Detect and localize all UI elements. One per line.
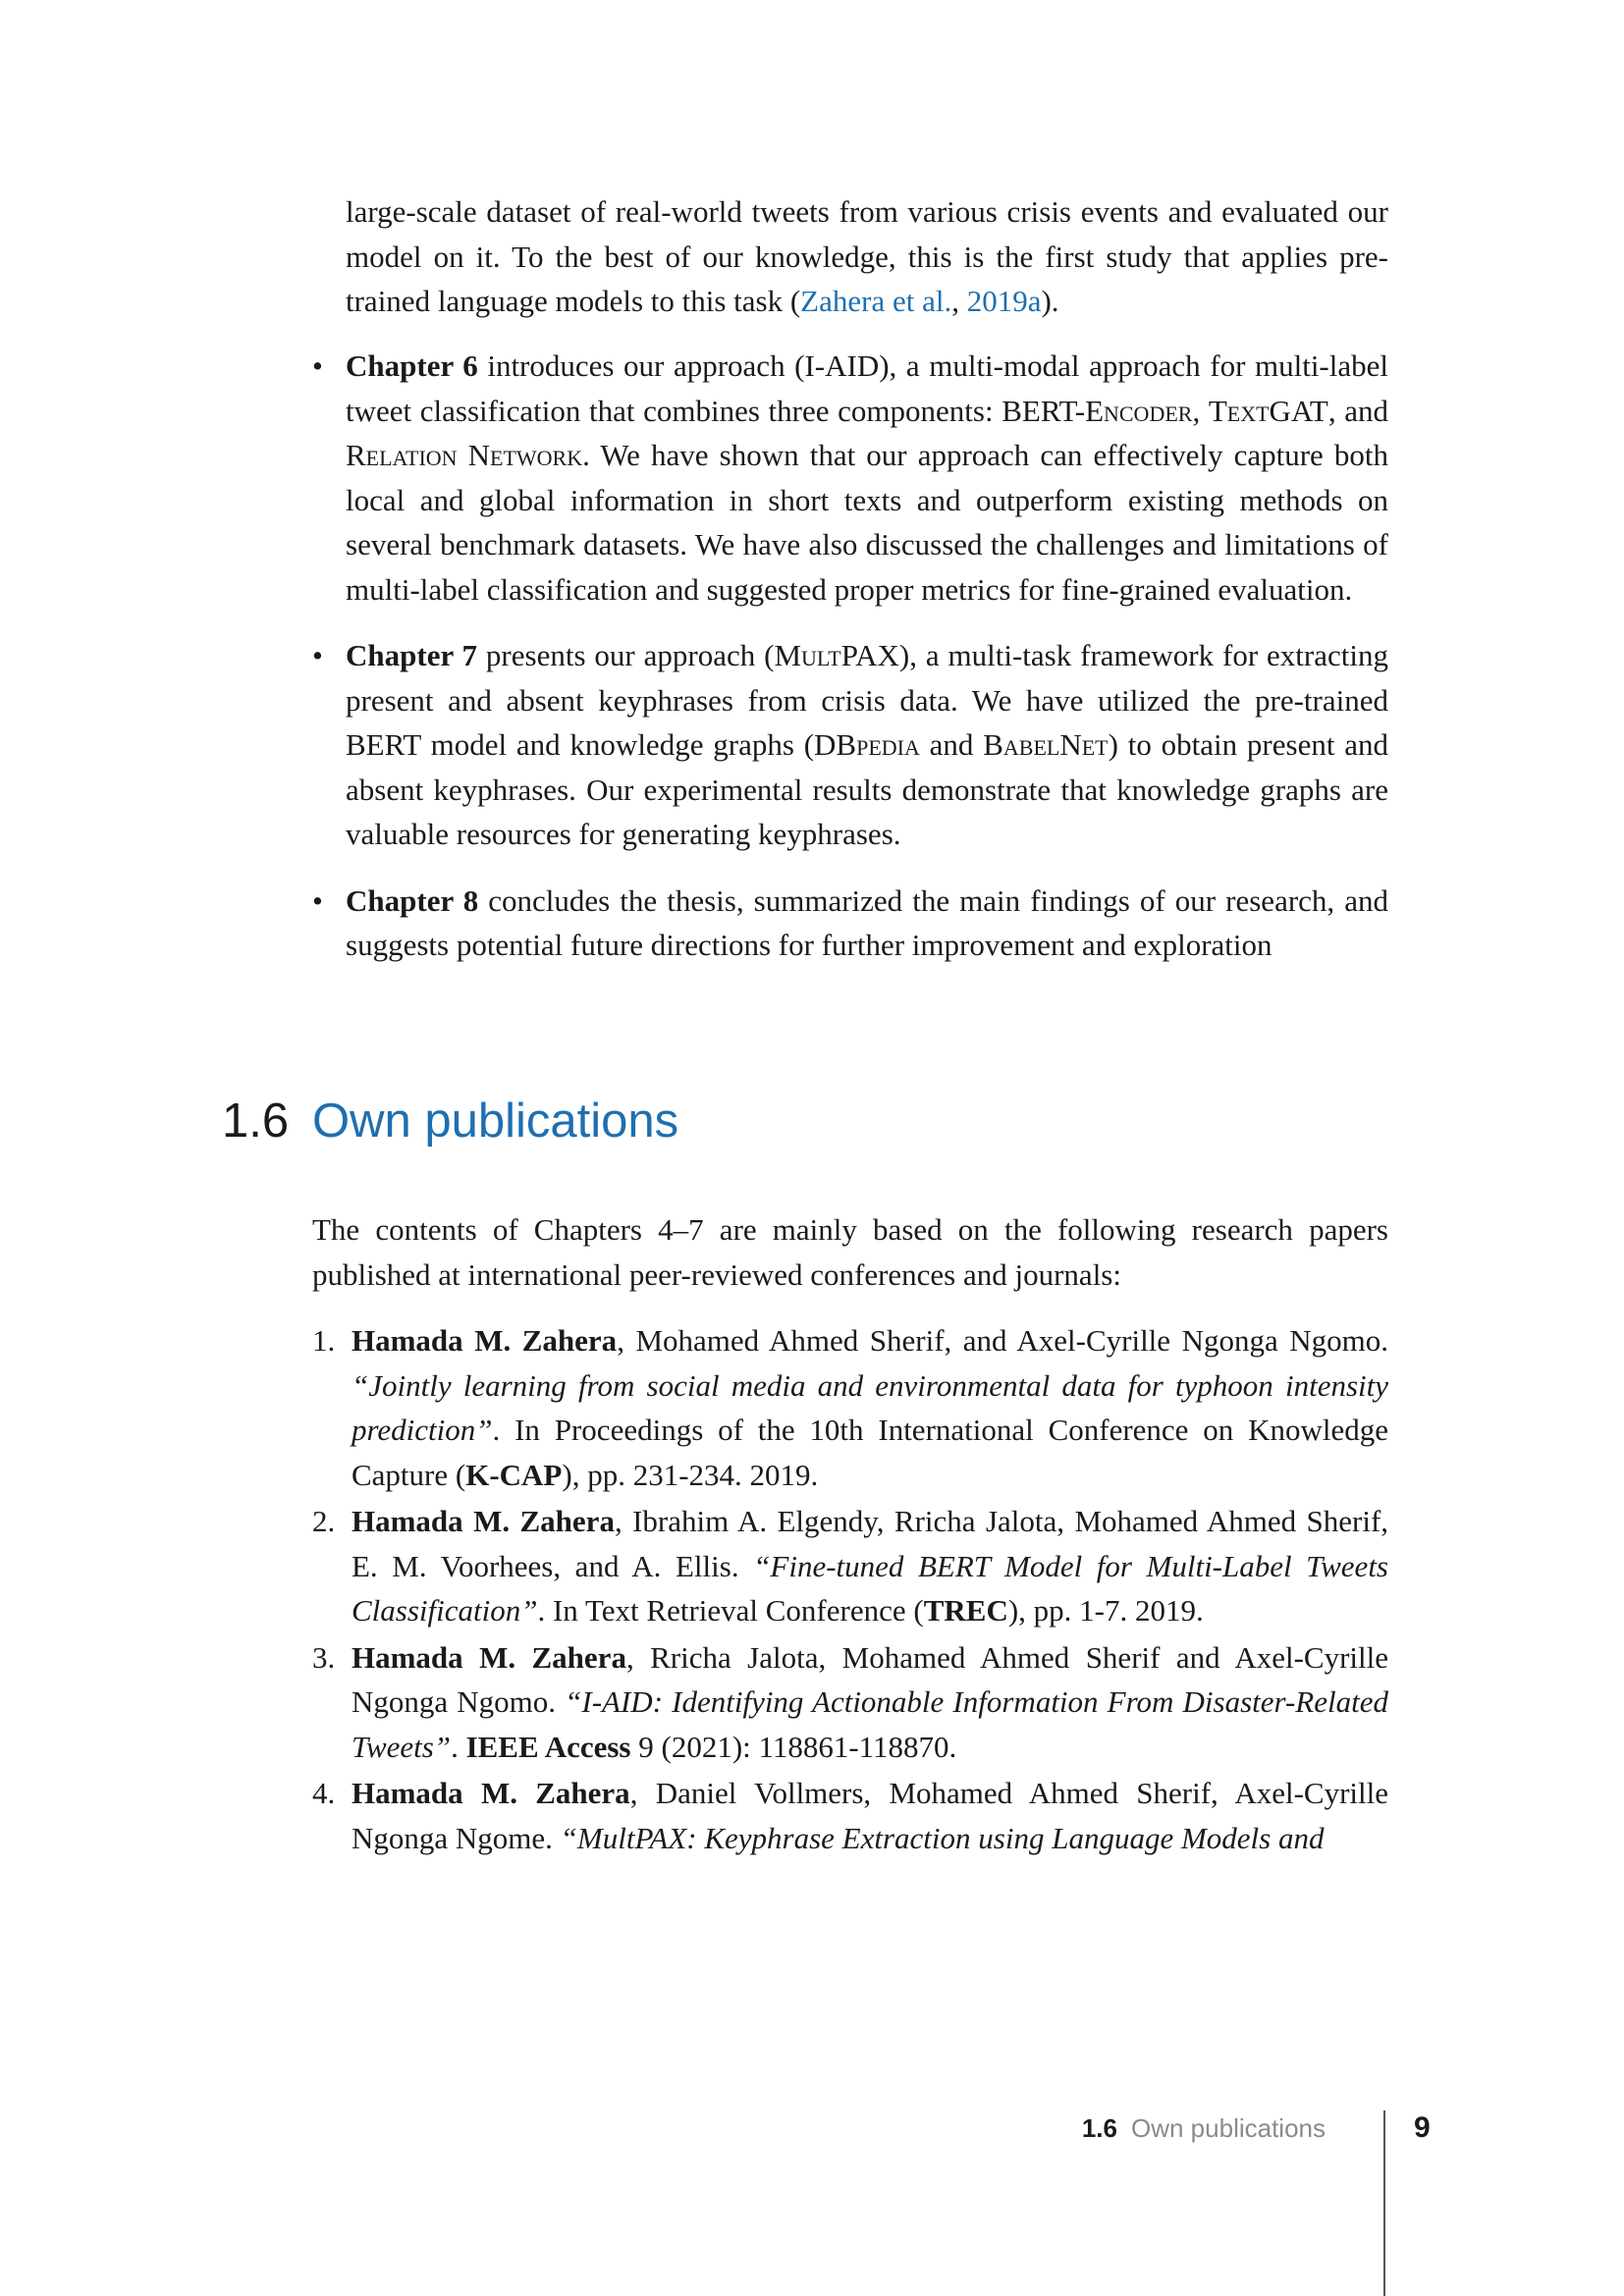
publication-venue-details: 9 (2021): 118861-118870. [630, 1729, 957, 1764]
babelnet-name: BabelNet [983, 727, 1109, 762]
publication-venue: . In Proceedings of the 10th International Conference on Knowledge Capture ( [352, 1413, 1388, 1492]
citation-separator: , [951, 284, 967, 318]
chapter-6-label: Chapter 6 [346, 348, 478, 383]
footer-section-number: 1.6 [1081, 2113, 1117, 2143]
chapter-6-text: , [1192, 393, 1209, 428]
chapter-6-text: introduces our approach (I-AID), a multi-modal approach for multi-label tweet classification that combines three components: BERT- [346, 348, 1389, 428]
section-number: 1.6 [222, 1095, 290, 1148]
chapter-7-text: presents our approach ( [477, 638, 775, 672]
chapter-7-text: and [919, 727, 984, 762]
relation-network-name: Relation Network [346, 438, 583, 472]
chapter-8-label: Chapter 8 [346, 882, 479, 918]
publication-venue: . In Text Retrieval Conference ( [537, 1593, 924, 1628]
running-footer-section [1082, 2109, 1326, 2148]
bullet-icon: • [312, 882, 323, 918]
publication-title: “Jointly learning from social media and environmental data for typhoon intensity prediction” [352, 1367, 1388, 1447]
citation-year-link[interactable]: 2019a [966, 284, 1042, 318]
publication-venue: . [451, 1729, 466, 1764]
footer-section-title: Own publications [1131, 2113, 1326, 2143]
publication-venue-details: ), pp. 1-7. 2019. [1007, 1593, 1204, 1628]
footer-vertical-rule [1383, 2110, 1385, 2296]
bullet-chapter-6 [312, 344, 1388, 612]
bullet-chapter-7 [312, 633, 1388, 857]
publication-title: “I-AID: Identifying Actionable Information From Disaster-Related Tweets” [352, 1684, 1388, 1764]
publication-number: 3. [312, 1639, 336, 1675]
chapter-7-text: ) to obtain present and absent keyphrases. Our experimental results demonstrate that knowledge graphs are valuable resources for generating keyphrases. [346, 727, 1388, 851]
publication-coauthors: , Rricha Jalota, Mohamed Ahmed Sherif and Axel-Cyrille Ngonga Ngomo. [352, 1639, 1389, 1719]
publication-author: Hamada M. Zahera [352, 1639, 626, 1675]
publication-item [312, 1499, 1388, 1633]
bullet-icon: • [312, 638, 323, 672]
page-number: 9 [1414, 2111, 1431, 2144]
publication-coauthors: , Daniel Vollmers, Mohamed Ahmed Sherif, Axel-Cyrille Ngonga Ngome. [352, 1776, 1389, 1855]
intro-text-before-cite: large-scale dataset of real-world tweets from various crisis events and evaluated our model on it. To the best of our knowledge, this is the first study that applies pre-trained language models to this task ( [346, 194, 1388, 318]
chapter-6-text: , and [1327, 393, 1388, 428]
intro-paragraph-continuation [346, 189, 1388, 324]
publication-author: Hamada M. Zahera [352, 1776, 630, 1810]
multpax-name: MultPAX [774, 638, 899, 672]
publication-venue-details: ), pp. 231-234. 2019. [562, 1457, 819, 1492]
chapter-6-text: . We have shown that our approach can effectively capture both local and global information in short texts and outperform existing methods on several benchmark datasets. We have also discussed the challenges and limitations of multi-label classification and suggested proper metrics for fine-grained evaluation. [346, 438, 1388, 607]
publication-venue-acronym: K-CAP [465, 1457, 563, 1492]
publication-coauthors: , Mohamed Ahmed Sherif, and Axel-Cyrille Ngonga Ngomo. [617, 1323, 1388, 1358]
section-intro-paragraph: The contents of Chapters 4–7 are mainly based on the following research papers published at international peer-reviewed conferences and journals: [312, 1212, 1388, 1292]
textgat-name: TextGAT [1208, 393, 1328, 428]
publication-venue-acronym: IEEE Access [465, 1729, 631, 1764]
chapter-7-text: ), a multi-task framework for extracting present and absent keyphrases from crisis data. We have utilized the pre-trained BERT model and knowledge graphs ( [346, 638, 1388, 762]
chapter-summary-list [312, 344, 1388, 989]
publication-venue-acronym: TREC [923, 1593, 1008, 1628]
publication-number: 4. [312, 1776, 336, 1810]
citation-author-link[interactable]: Zahera et al. [800, 284, 952, 318]
encoder-name: Encoder [1085, 393, 1193, 428]
publication-author: Hamada M. Zahera [352, 1504, 615, 1538]
chapter-8-text: concludes the thesis, summarized the main findings of our research, and suggests potential future directions for further improvement and exploration [346, 882, 1388, 962]
dbpedia-name: DBpedia [814, 727, 920, 762]
publication-number: 2. [312, 1504, 336, 1538]
publication-author: Hamada M. Zahera [352, 1323, 618, 1358]
bullet-icon: • [312, 348, 323, 383]
section-title: Own publications [312, 1095, 679, 1148]
section-heading [222, 1092, 678, 1150]
publication-coauthors: , Ibrahim A. Elgendy, Rricha Jalota, Mohamed Ahmed Sherif, E. M. Voorhees, and A. Ellis. [352, 1504, 1389, 1583]
publication-item [312, 1771, 1388, 1860]
bullet-chapter-8 [312, 879, 1388, 968]
intro-text-after-cite: ). [1041, 284, 1059, 318]
publication-item [312, 1318, 1388, 1497]
publication-title: “MultPAX: Keyphrase Extraction using Language Models and [560, 1820, 1325, 1855]
publication-list [312, 1318, 1388, 1862]
chapter-7-label: Chapter 7 [346, 638, 478, 672]
publication-item [312, 1635, 1388, 1770]
publication-number: 1. [312, 1323, 336, 1358]
publication-title: “Fine-tuned BERT Model for Multi-Label Tweets Classification” [352, 1548, 1388, 1628]
